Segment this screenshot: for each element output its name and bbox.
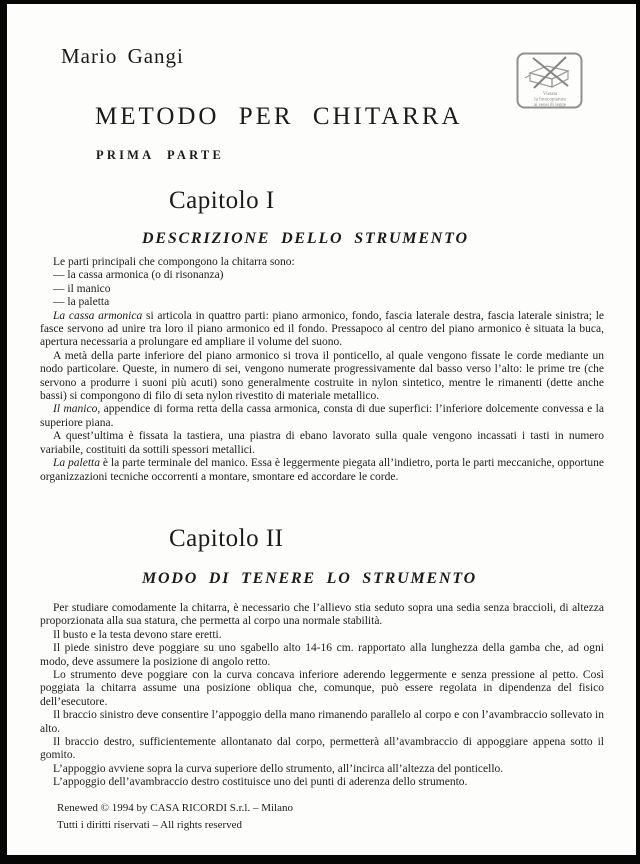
paragraph: Il busto e la testa devono stare eretti. xyxy=(53,628,222,641)
list-item: — la paletta xyxy=(53,296,110,309)
stamp-text-line1: Vietata xyxy=(542,92,558,97)
chapter1-heading: Capitolo I xyxy=(169,187,275,214)
copyright-footer xyxy=(57,800,293,833)
paragraph xyxy=(40,457,604,484)
paragraph: L’appoggio avviene sopra la curva superiore dello strumento, all’incirca all’altezza del ponticello. xyxy=(53,762,504,775)
page-sheet xyxy=(7,4,636,855)
chapter2-subheading: MODO DI TENERE LO STRUMENTO xyxy=(142,570,478,587)
list-item: — il manico xyxy=(53,282,111,295)
no-photocopy-icon xyxy=(516,52,584,110)
paragraph-text: si articola in quattro parti: piano armonico, fondo, fascia laterale destra, fascia laterale sinistra; le fasce servono ad unire tra loro il piano armonico ed il fondo. Pressapoco al centro del piano armonico è situata la buca, apertura necessaria a prolungare ed ampliare il volume del suono. xyxy=(40,309,604,349)
book-title: METODO PER CHITARRA xyxy=(95,103,463,130)
chapter1-subheading: DESCRIZIONE DELLO STRUMENTO xyxy=(142,230,469,247)
chapter2-heading: Capitolo II xyxy=(169,525,284,552)
no-photocopy-stamp xyxy=(516,52,584,110)
stamp-text-line2: la fotocopiatura xyxy=(534,97,566,103)
paragraph-lead: La paletta xyxy=(53,457,100,470)
paragraph xyxy=(40,403,604,430)
stamp-text-line3: ai sensi di legge xyxy=(533,103,567,108)
paragraph-lead: Il manico xyxy=(53,403,98,416)
author-name: Mario Gangi xyxy=(61,44,184,68)
chapter1-body xyxy=(40,256,604,484)
paragraph xyxy=(40,430,604,457)
copyright-line: Renewed © 1994 by CASA RICORDI S.r.l. – Milano xyxy=(57,802,294,814)
list-item: — la cassa armonica (o di risonanza) xyxy=(53,269,224,282)
paragraph-text: , appendice di forma retta della cassa armonica, consta di due superfici: l’inferiore dolcemente convessa e la superiore piana. xyxy=(40,403,604,429)
rights-line: Tutti i diritti riservati – All rights reserved xyxy=(57,818,243,831)
paragraph: Il braccio sinistro deve consentire l’appoggio della mano rimanendo parallelo al corpo e con l’avambraccio sollevato in alto. xyxy=(40,709,604,735)
paragraph: Il piede sinistro deve poggiare su uno sgabello alto 14-16 cm. rapportato alla lunghezza della gamba che, ad ogni modo, deve assumere la posizione di angolo retto. xyxy=(40,642,604,668)
paragraph-lead: La cassa armonica xyxy=(53,309,143,322)
part-label: PRIMA PARTE xyxy=(96,148,224,162)
paragraph: Per studiare comodamente la chitarra, è necessario che l’allievo stia seduto sopra una sedia senza braccioli, di altezza proporzionata alla sua statura, che permetta al corpo una normale stabilità. xyxy=(40,602,604,628)
chapter2-body xyxy=(40,602,604,790)
paragraph-text: A quest’ultima è fissata la tastiera, una piastra di ebano lavorato sulla quale vengono incassati i tasti in numero variabile, costituiti da sottili spessori metallici. xyxy=(40,430,604,456)
paragraph: L’appoggio dell’avambraccio destro costituisce uno dei punti di aderenza dello strumento. xyxy=(53,776,468,789)
paragraph-text: è la parte terminale del manico. Essa è leggermente piegata all’indietro, porta le parti meccaniche, opportune organizzazioni tecniche occorrenti a montare, smontare ed accordare le corde. xyxy=(40,457,604,483)
paragraph: Il braccio destro, sufficientemente allontanato dal corpo, permetterà all’avambraccio di appoggiare appena sotto il gomito. xyxy=(40,736,604,762)
paragraph xyxy=(40,350,604,404)
paragraph: Lo strumento deve poggiare con la curva concava inferiore aderendo leggermente e senza pressione al petto. Così poggiata la chitarra assume una posizione obliqua che, comunque, può essere regolata in dipendenza del fisico dell’esecutore. xyxy=(40,669,604,708)
paragraph-text: A metà della parte inferiore del piano armonico si trova il ponticello, al quale vengono fissate le corde mediante un nodo particolare. Queste, in numero di sei, vengono numerate progressivamente dal basso verso l’alto: le prime tre (che servono a produrre i suoni più acuti) sono generalmente costruite in nylon sintetico, mentre le rimanenti (dette anche bassi) si compongono di filo di seta nylon rivestito di materiale metallico. xyxy=(40,349,604,403)
intro-line: Le parti principali che compongono la chitarra sono: xyxy=(53,256,295,268)
paragraph xyxy=(40,310,604,350)
